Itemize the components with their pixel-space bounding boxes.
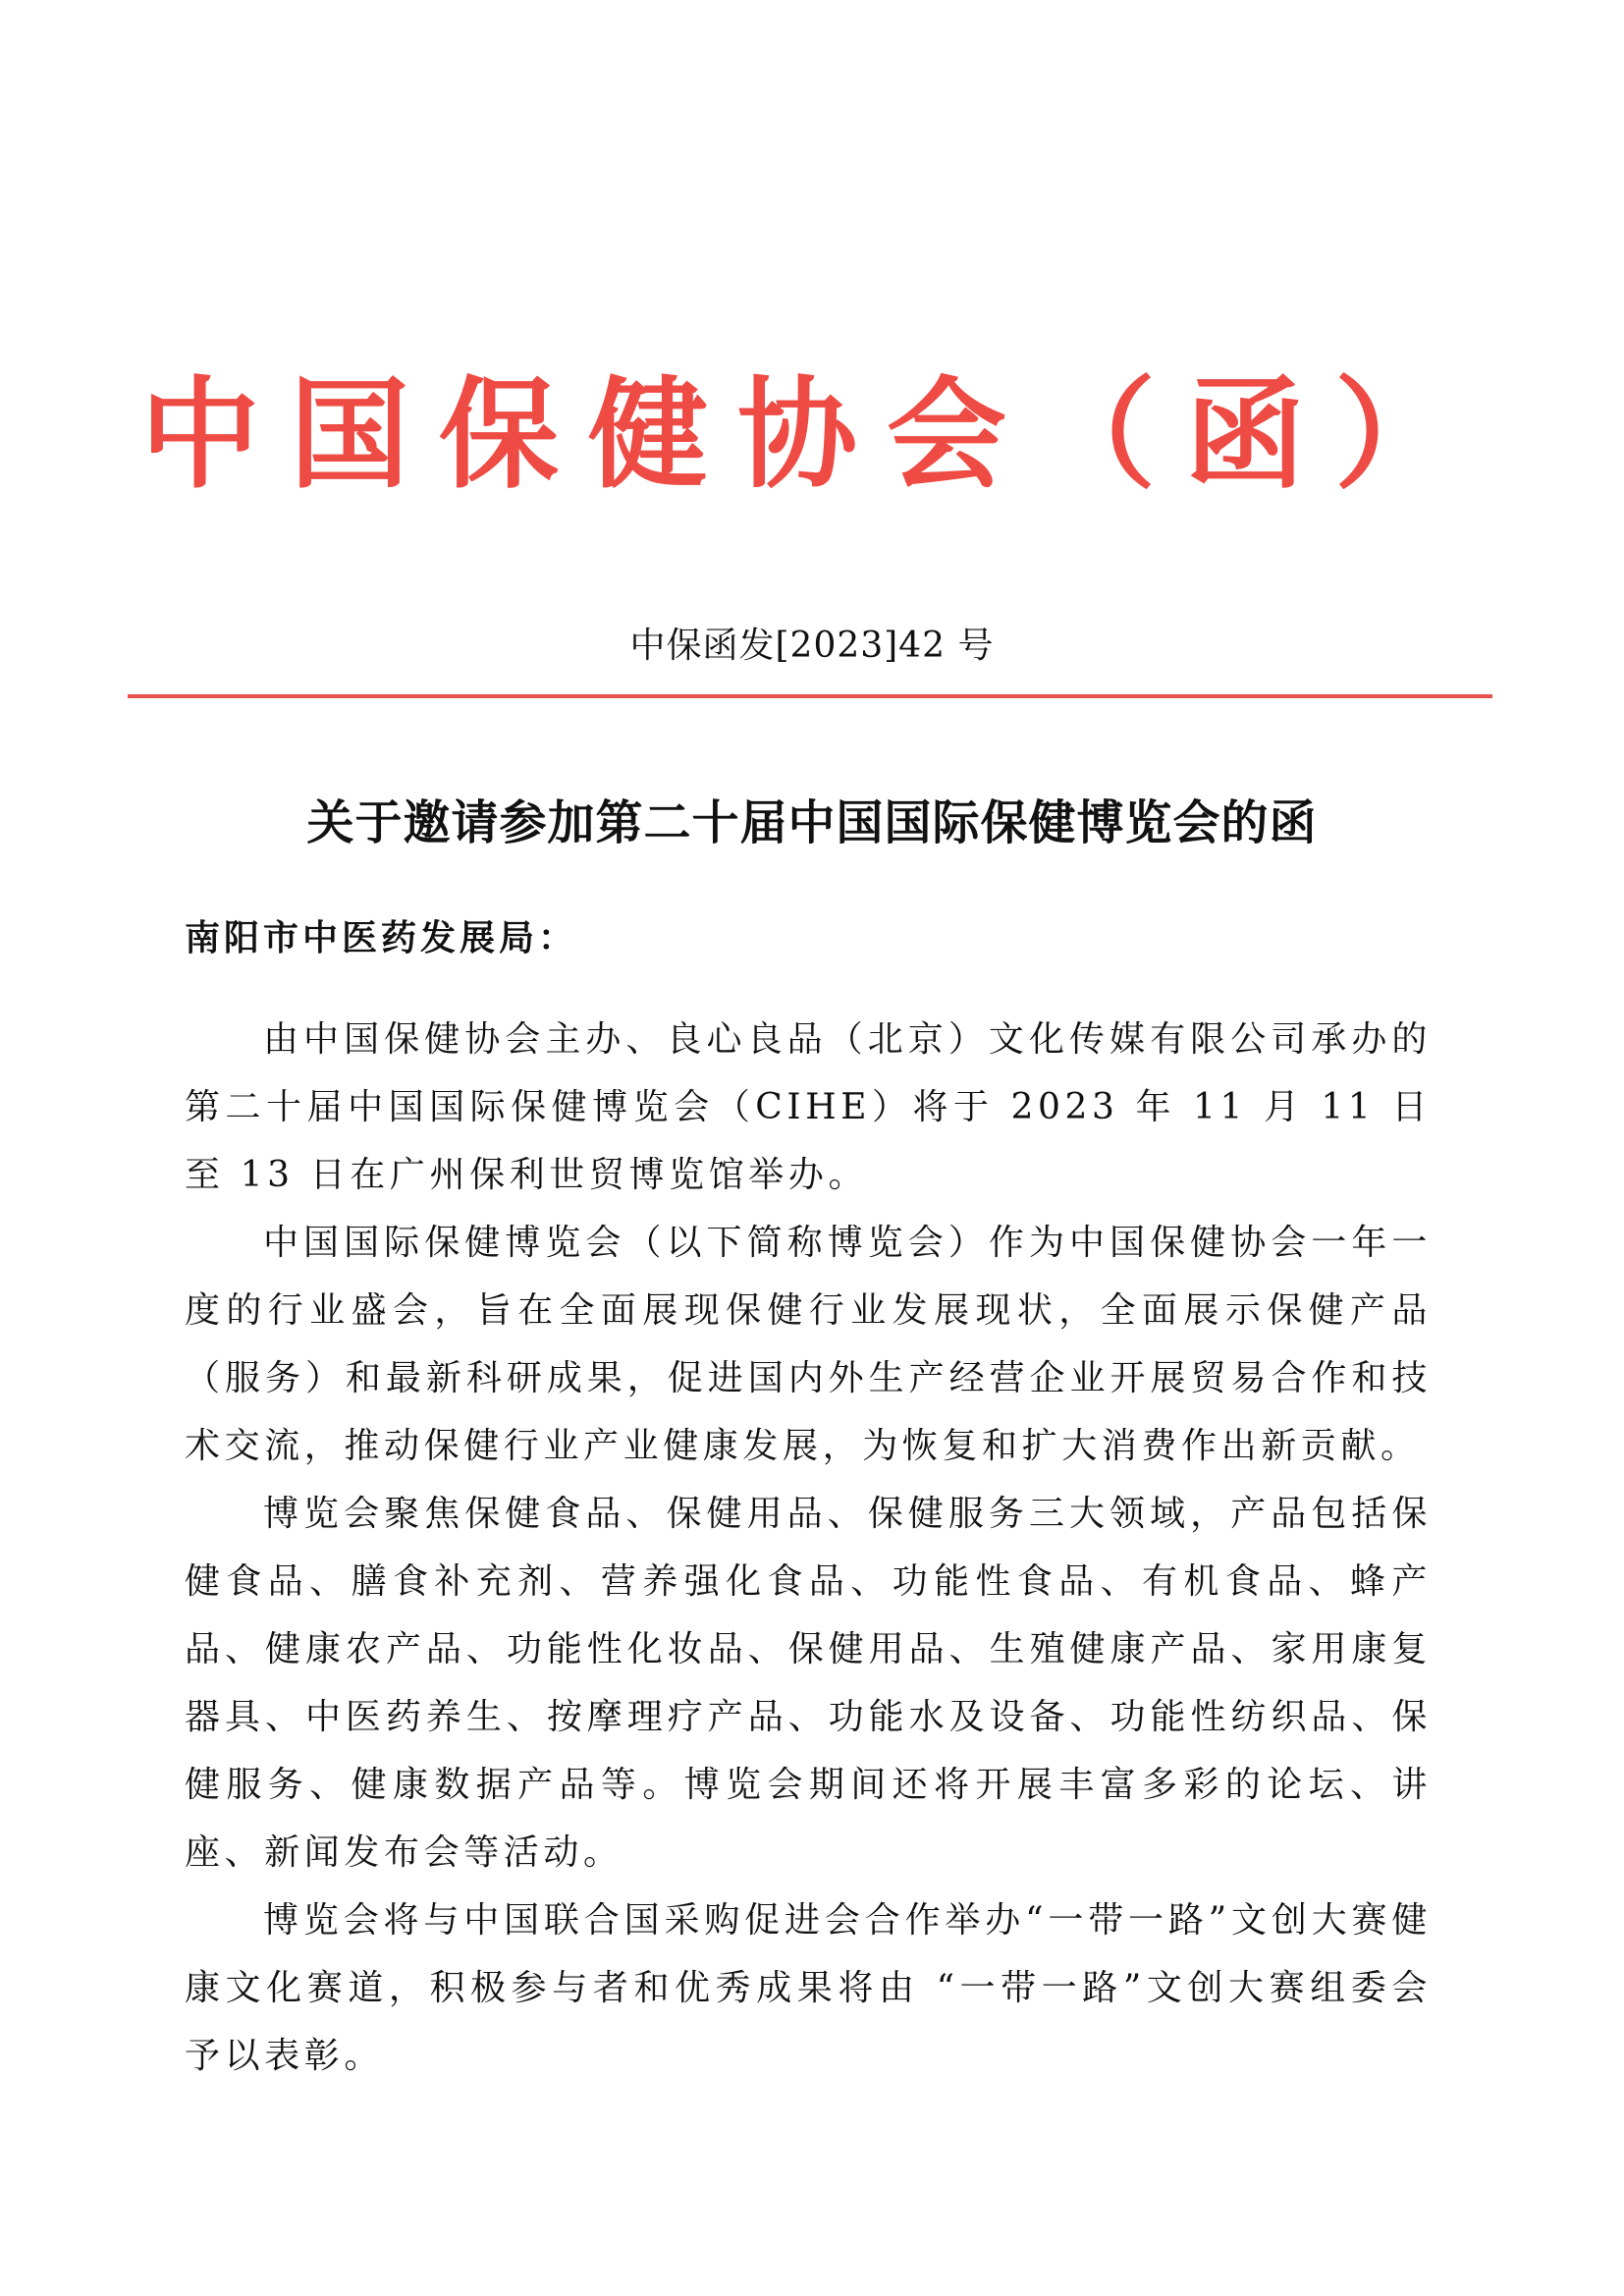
document-number: 中保函发[2023]42 号 xyxy=(629,626,995,666)
red-divider-line xyxy=(128,694,1492,698)
body-paragraph-2: 中国国际保健博览会（以下简称博览会）作为中国保健协会一年一度的行业盛会，旨在全面展现保健行业发展现状，全面展示保健产品（服务）和最新科研成果，促进国内外生产经营企业开展贸易合作和技术交流，推动保健行业产业健康发展，为恢复和扩大消费作出新贡献。 xyxy=(185,1223,1432,1466)
letterhead-title: 中国保健协会（函） xyxy=(140,365,1484,505)
addressee: 南阳市中医药发展局： xyxy=(185,918,578,958)
body-paragraph-1: 由中国保健协会主办、良心良品（北京）文化传媒有限公司承办的第二十届中国国际保健博览会（CIHE）将于 2023 年 11 月 11 日至 13 日在广州保利世贸博览馆举办。 xyxy=(185,1019,1432,1195)
letter-body xyxy=(185,1006,1432,2090)
body-paragraph-3: 博览会聚焦保健食品、保健用品、保健服务三大领域，产品包括保健食品、膳食补充剂、营养强化食品、功能性食品、有机食品、蜂产品、健康农产品、功能性化妆品、保健用品、生殖健康产品、家用康复器具、中医药养生、按摩理疗产品、功能水及设备、功能性纺织品、保健服务、健康数据产品等。博览会期间还将开展丰富多彩的论坛、讲座、新闻发布会等活动。 xyxy=(185,1494,1432,1873)
document-title: 关于邀请参加第二十届中国国际保健博览会的函 xyxy=(306,795,1318,850)
body-paragraph-4: 博览会将与中国联合国采购促进会合作举办“一带一路”文创大赛健康文化赛道，积极参与者和优秀成果将由 “一带一路”文创大赛组委会予以表彰。 xyxy=(185,1900,1432,2076)
